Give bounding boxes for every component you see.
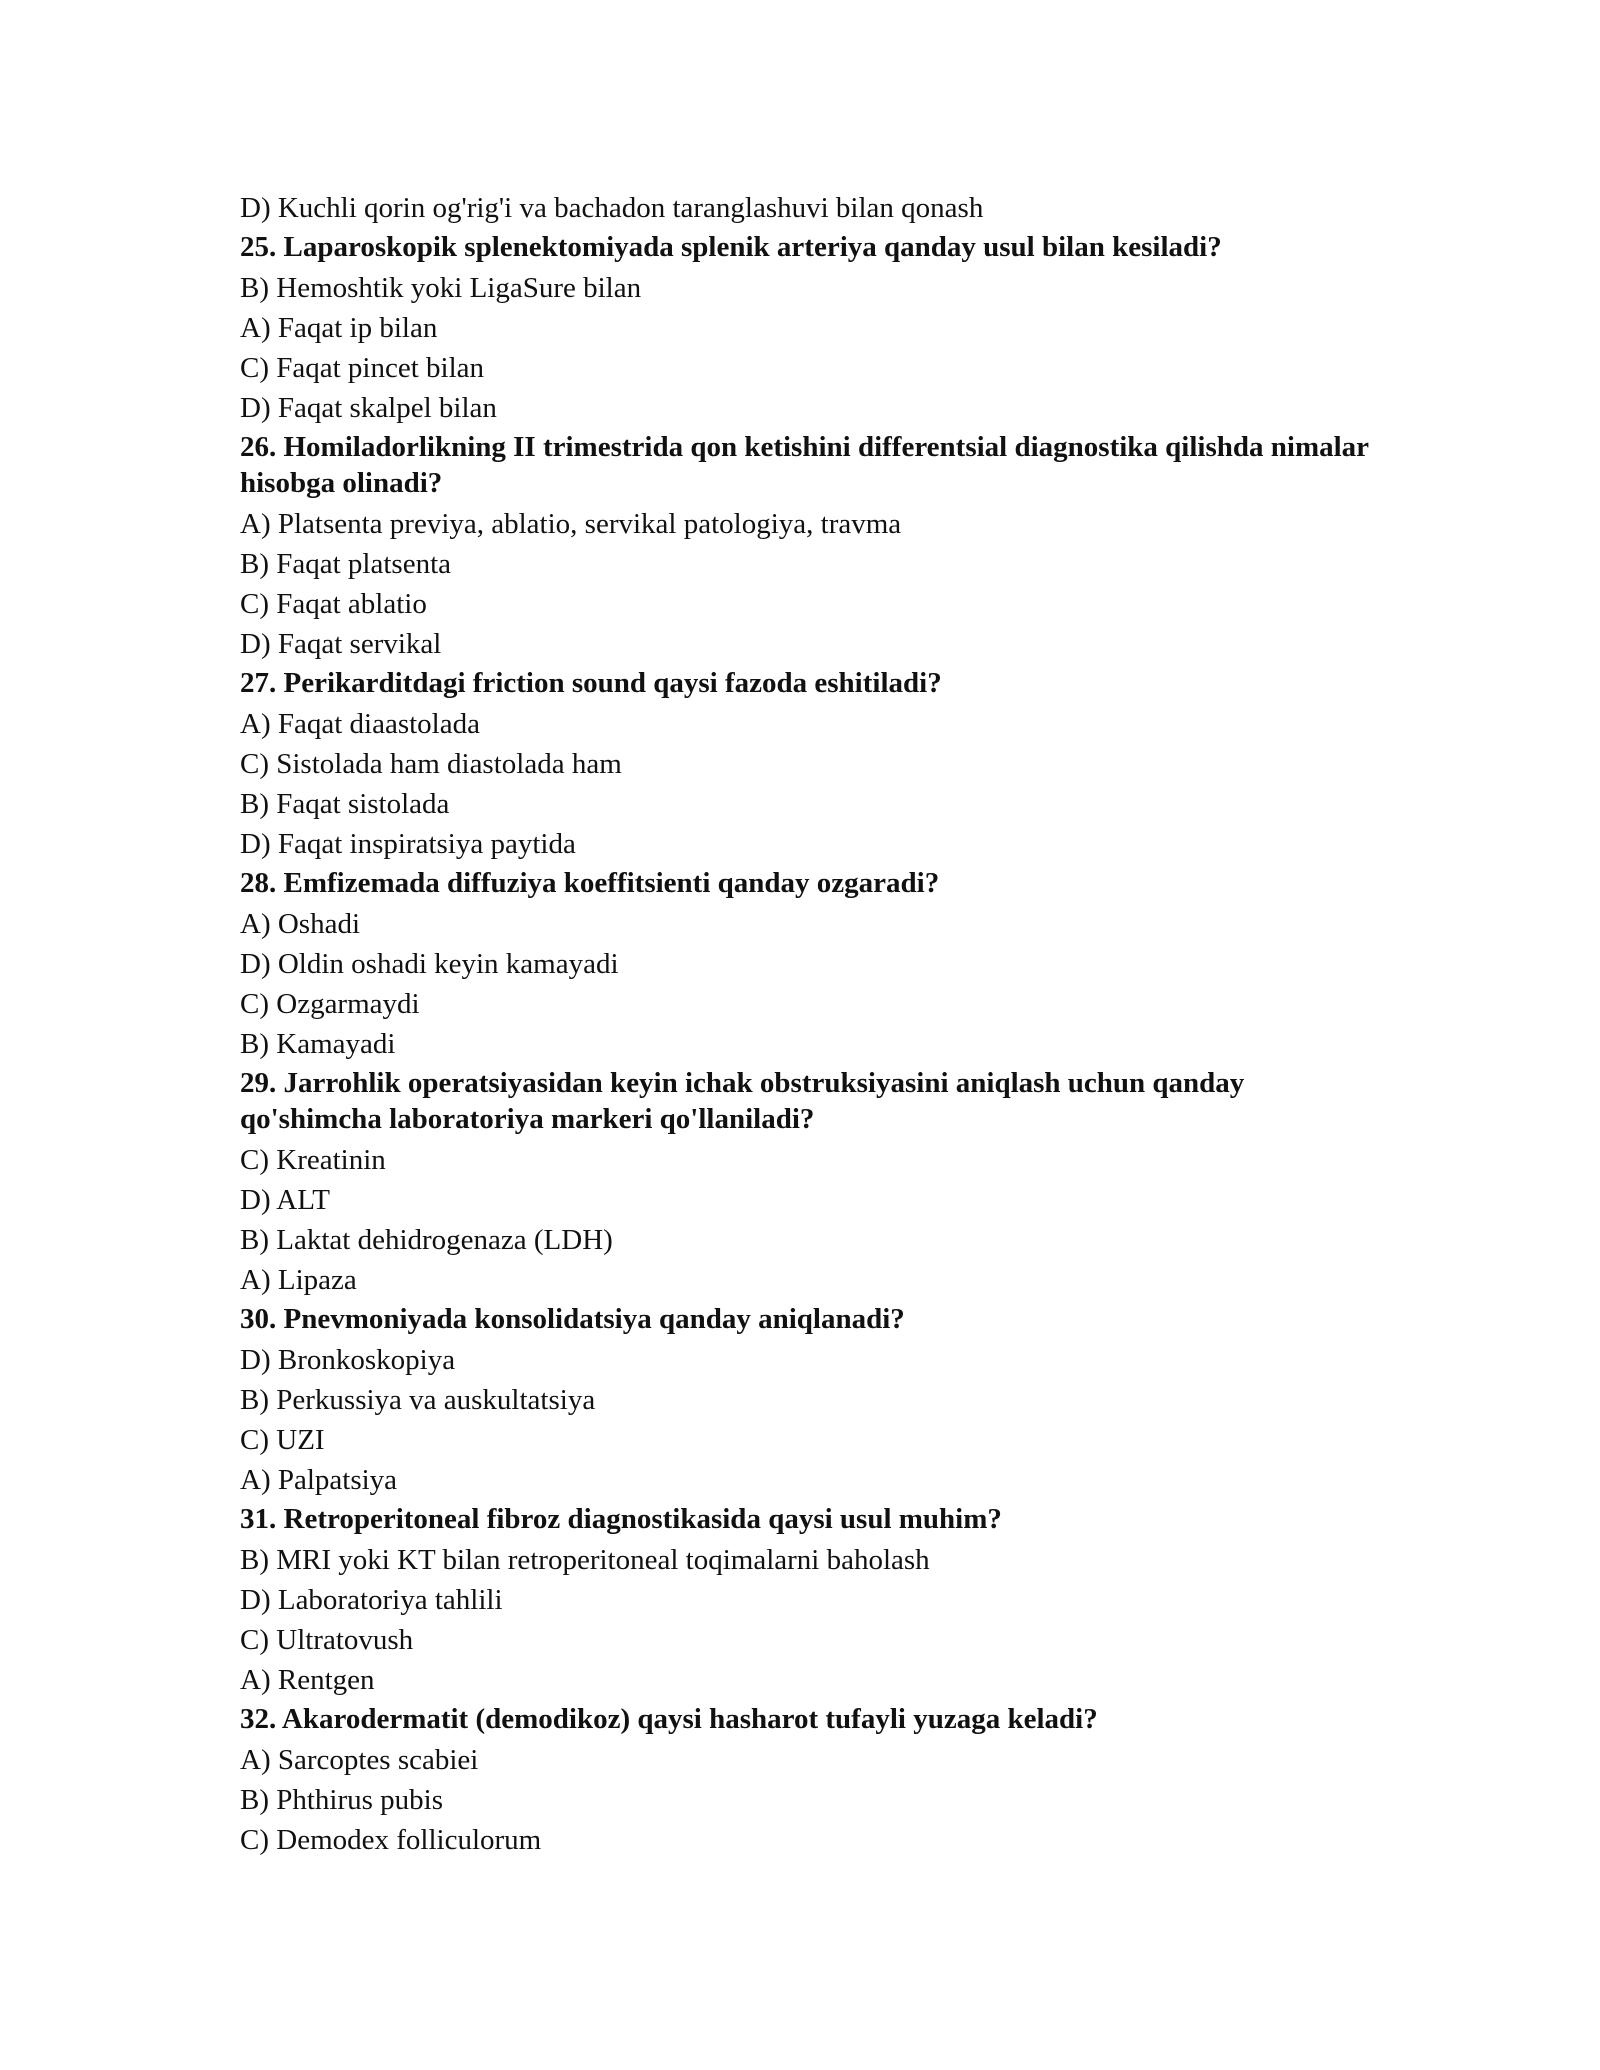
answer-option: A) Platsenta previya, ablatio, servikal patologiya, travma [240,508,902,540]
answer-option: B) Faqat sistolada [240,788,450,820]
answer-option: C) Demodex folliculorum [240,1824,542,1856]
answer-option: B) Hemoshtik yoki LigaSure bilan [240,272,642,304]
answer-option: C) Sistolada ham diastolada ham [240,748,622,780]
answer-option: C) UZI [240,1424,325,1456]
answer-option: C) Ultratovush [240,1624,414,1656]
answer-option: D) Faqat skalpel bilan [240,392,497,424]
answer-option: A) Palpatsiya [240,1464,398,1496]
question-32: 32. Akarodermatit (demodikoz) qaysi hasharot tufayli yuzaga keladi? [240,1703,1098,1735]
answer-option: A) Rentgen [240,1664,375,1696]
answer-option: A) Faqat ip bilan [240,312,438,344]
answer-option: A) Lipaza [240,1264,357,1296]
answer-option: A) Faqat diaastolada [240,708,480,740]
answer-option: B) MRI yoki KT bilan retroperitoneal toqimalarni baholash [240,1544,930,1576]
answer-option: D) Faqat servikal [240,628,442,660]
question-26: 26. Homiladorlikning II trimestrida qon ketishini differentsial diagnostika qilishda nimalar hisobga olinadi? [240,431,1369,499]
question-28: 28. Emfizemada diffuziya koeffitsienti qanday ozgaradi? [240,867,940,899]
answer-option: B) Kamayadi [240,1028,396,1060]
answer-option: B) Laktat dehidrogenaza (LDH) [240,1224,613,1256]
answer-option: A) Oshadi [240,908,361,940]
question-27: 27. Perikarditdagi friction sound qaysi fazoda eshitiladi? [240,667,942,699]
answer-option: A) Sarcoptes scabiei [240,1744,479,1776]
answer-option: D) Oldin oshadi keyin kamayadi [240,948,619,980]
answer-option: C) Kreatinin [240,1144,386,1176]
answer-option: C) Ozgarmaydi [240,988,420,1020]
answer-option: B) Phthirus pubis [240,1784,444,1816]
question-31: 31. Retroperitoneal fibroz diagnostikasida qaysi usul muhim? [240,1503,1002,1535]
answer-option: D) Faqat inspiratsiya paytida [240,828,576,860]
answer-option: D) ALT [240,1184,330,1216]
answer-option: D) Bronkoskopiya [240,1344,456,1376]
document-page [240,188,1380,1860]
answer-option: B) Faqat platsenta [240,548,452,580]
answer-option: C) Faqat ablatio [240,588,427,620]
answer-option: B) Perkussiya va auskultatsiya [240,1384,596,1416]
answer-option: D) Laboratoriya tahlili [240,1584,503,1616]
question-29: 29. Jarrohlik operatsiyasidan keyin ichak obstruksiyasini aniqlash uchun qanday qo'shimcha laboratoriya markeri qo'llaniladi? [240,1067,1245,1135]
question-30: 30. Pnevmoniyada konsolidatsiya qanday aniqlanadi? [240,1303,905,1335]
question-25: 25. Laparoskopik splenektomiyada splenik arteriya qanday usul bilan kesiladi? [240,231,1222,263]
answer-option: D) Kuchli qorin og'rig'i va bachadon taranglashuvi bilan qonash [240,192,984,224]
answer-option: C) Faqat pincet bilan [240,352,485,384]
